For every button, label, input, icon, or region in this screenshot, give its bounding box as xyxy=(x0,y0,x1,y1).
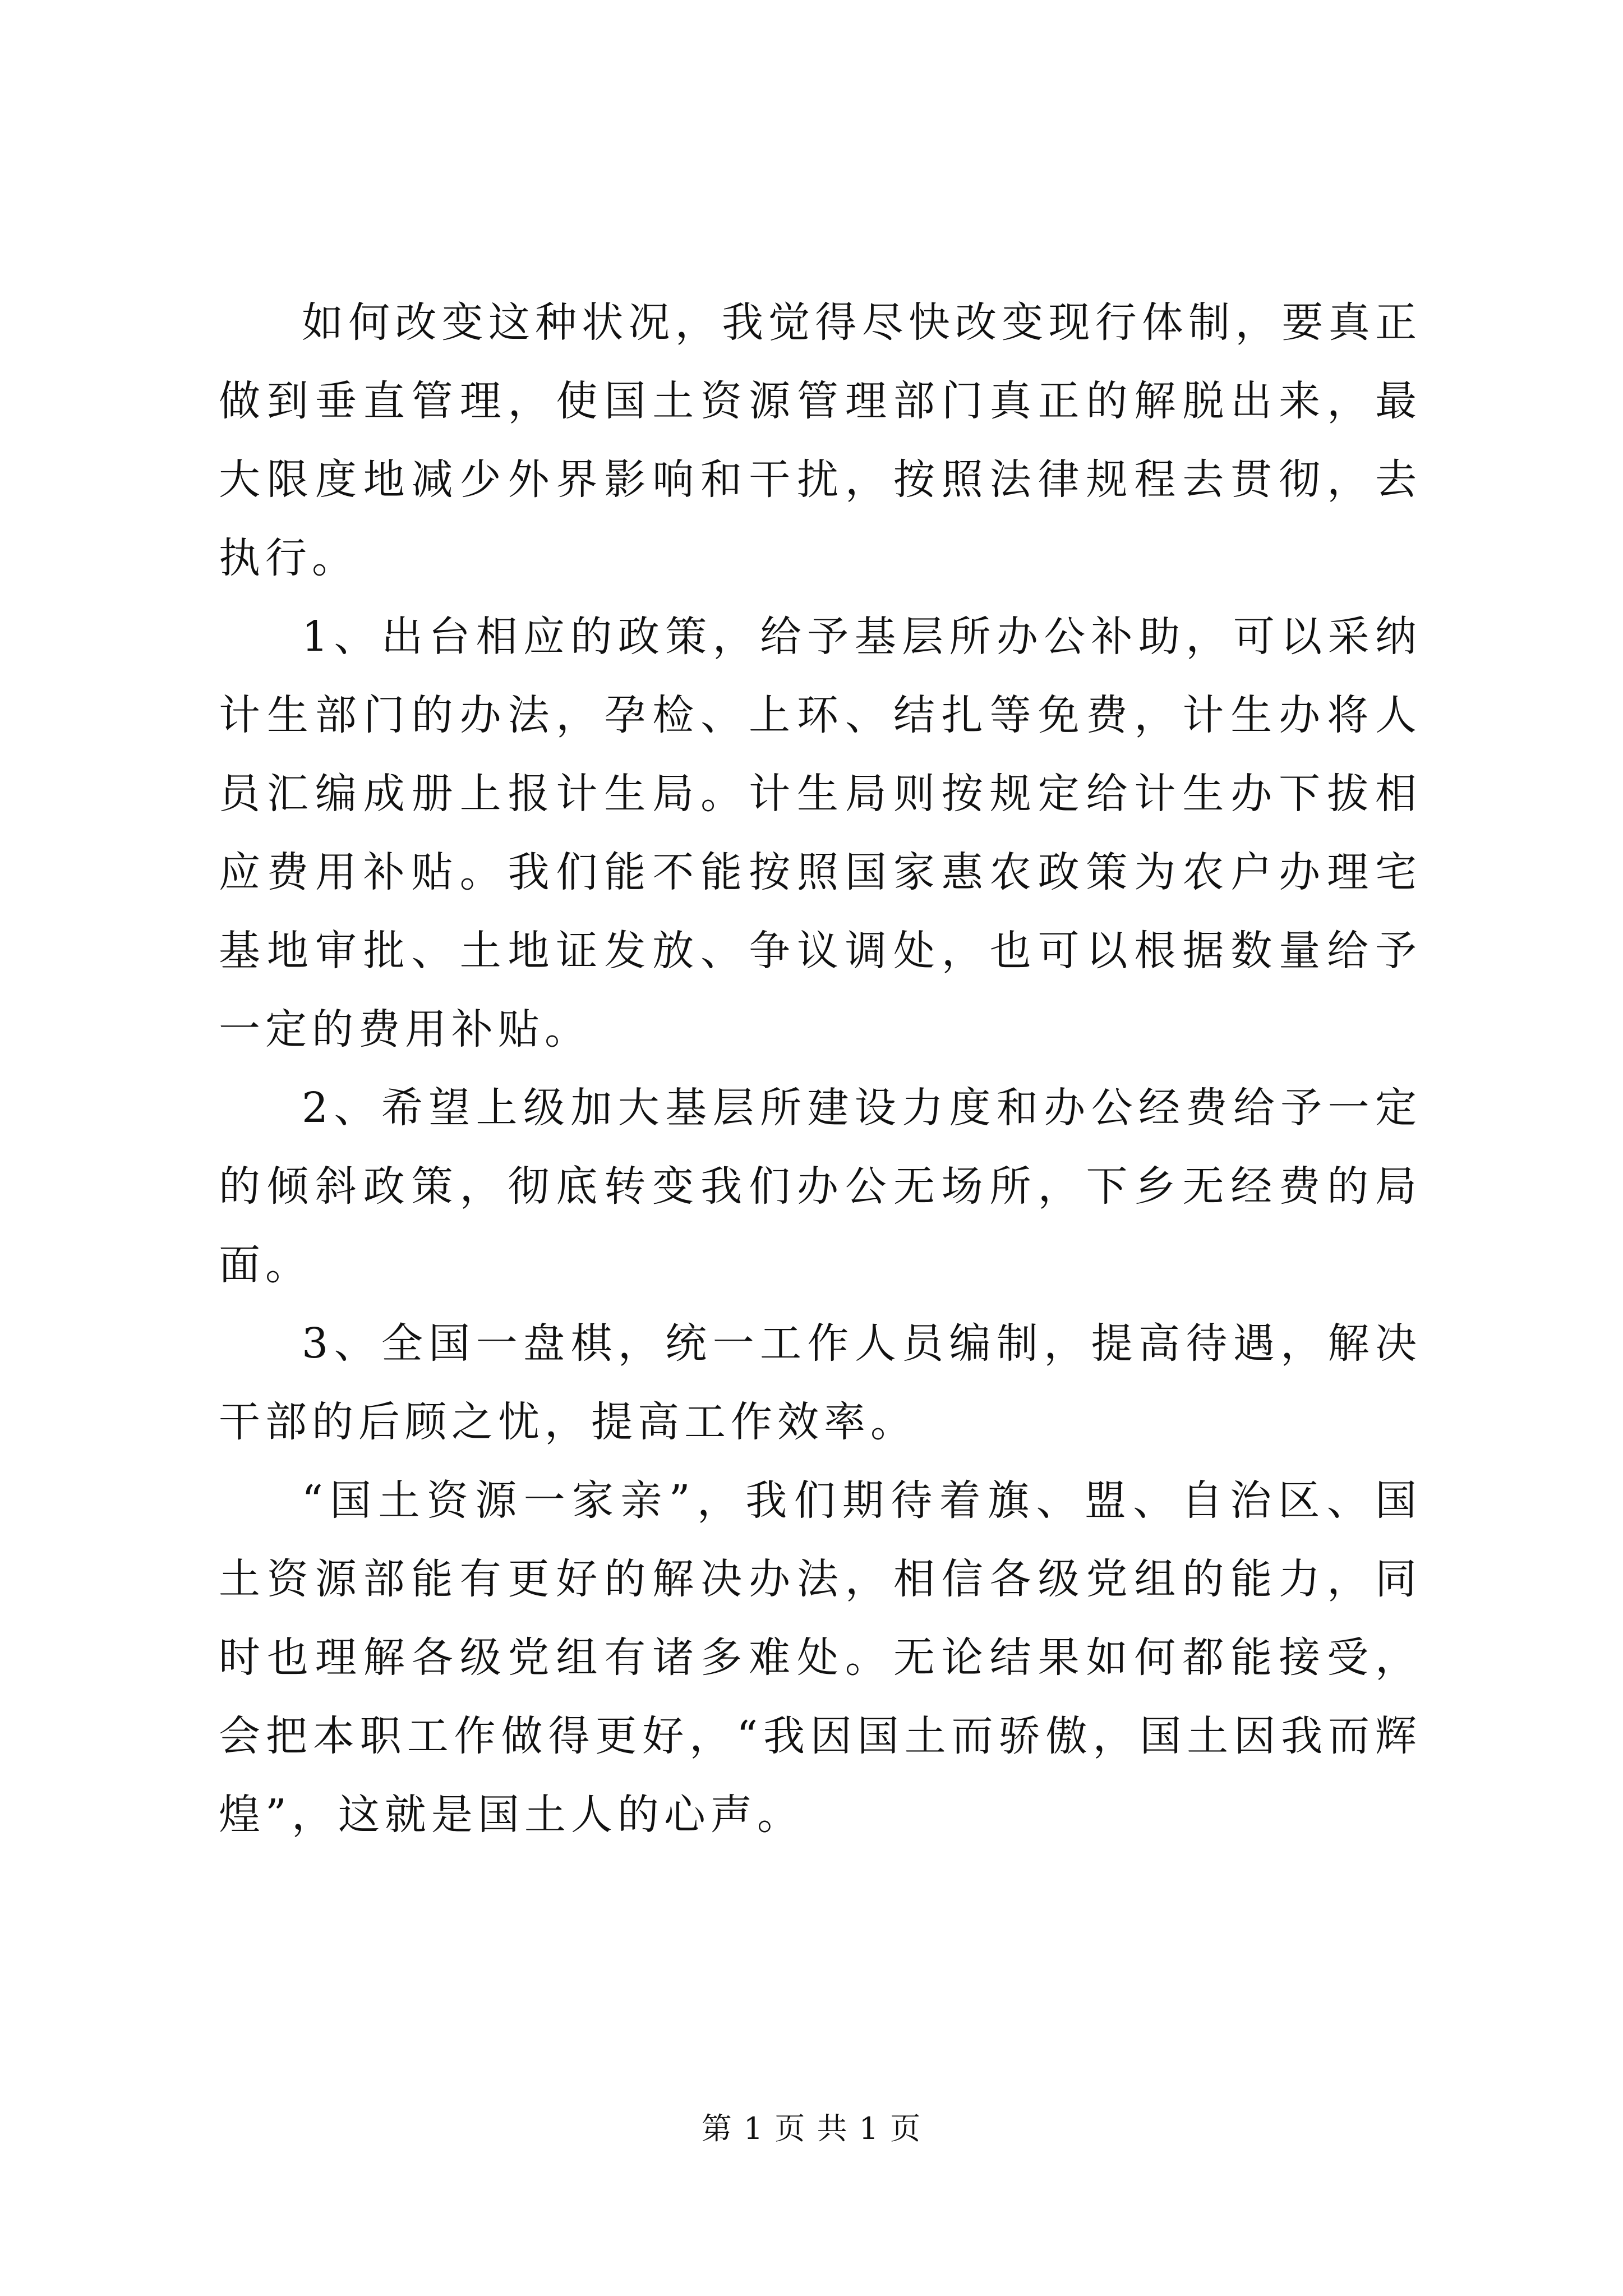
paragraph-item-1-policy-subsidy: 1、出台相应的政策，给予基层所办公补助，可以采纳计生部门的办法，孕检、上环、结扎等免费，计生办将人员汇编成册上报计生局。计生局则按规定给计生办下拔相应费用补贴。我们能不能按照国家惠农政策为农户办理宅基地审批、土地证发放、争议调处，也可以根据数量给予一定的费用补贴。 xyxy=(219,613,1422,1053)
paragraph-item-2-funding: 2、希望上级加大基层所建设力度和办公经费给予一定的倾斜政策，彻底转变我们办公无场所，下乡无经费的局面。 xyxy=(219,1084,1422,1289)
paragraph-closing: “国土资源一家亲”，我们期待着旗、盟、自治区、国土资源部能有更好的解决办法，相信各级党组的能力，同时也理解各级党组有诸多难处。无论结果如何都能接受，会把本职工作做得更好，“我因国土而骄傲，国土因我而辉煌”，这就是国土人的心声。 xyxy=(219,1476,1422,1839)
paragraph-reform-system: 如何改变这种状况，我觉得尽快改变现行体制，要真正做到垂直管理，使国土资源管理部门真正的解脱出来，最大限度地减少外界影响和干扰，按照法律规程去贯彻，去执行。 xyxy=(219,298,1422,582)
page-footer: 第 1 页 共 1 页 xyxy=(701,2111,922,2146)
paragraph-item-3-staffing: 3、全国一盘棋，统一工作人员编制，提高待遇，解决干部的后顾之忧，提高工作效率。 xyxy=(219,1319,1422,1446)
document-body xyxy=(219,283,1422,1854)
